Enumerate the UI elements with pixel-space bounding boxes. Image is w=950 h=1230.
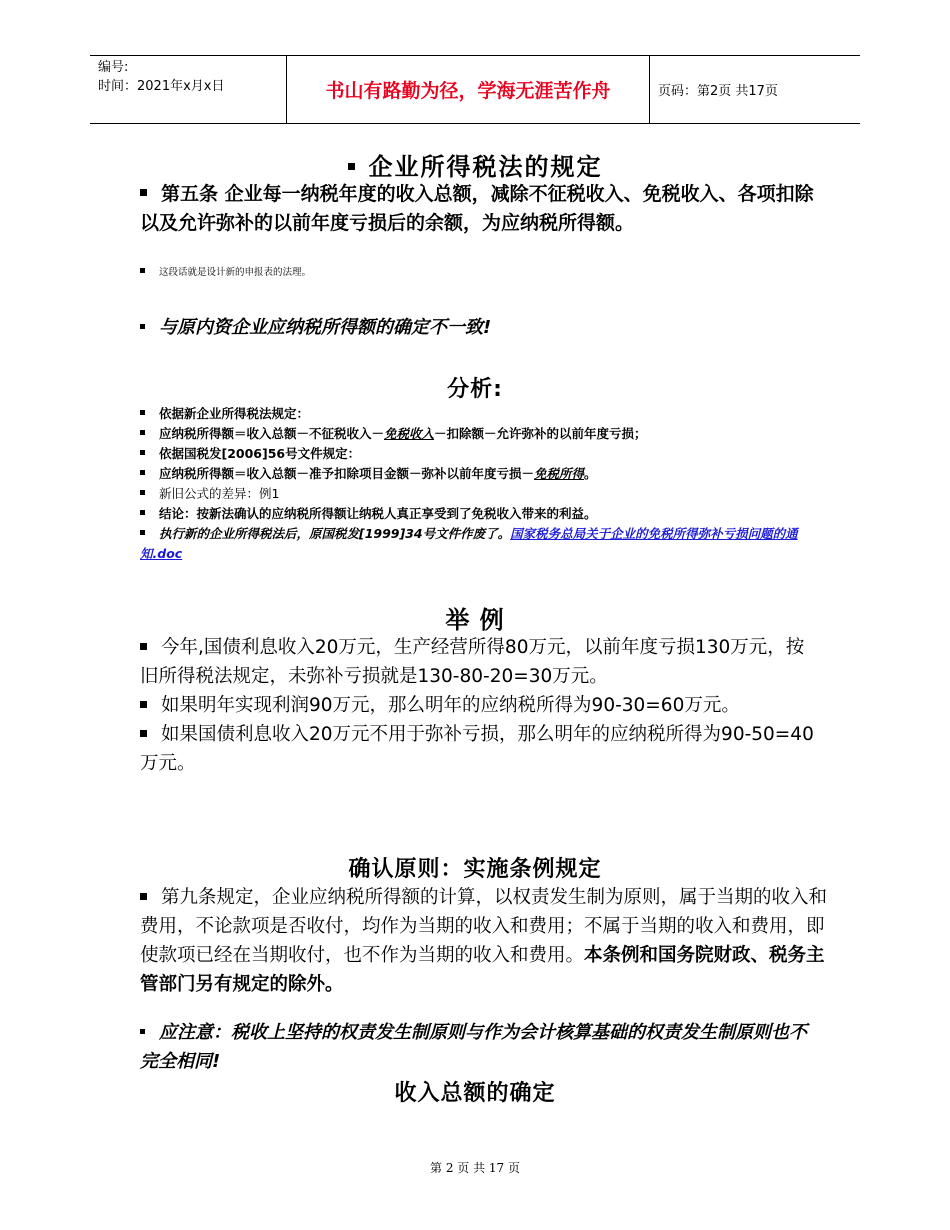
page-header xyxy=(90,55,860,124)
analysis-title: 分析: xyxy=(447,377,503,402)
list-item: 今年,国债利息收入20万元，生产经营所得80万元，以前年度亏损130万元，按旧所得税法规定，未弥补亏损就是130-80-20=30万元。 xyxy=(140,637,805,687)
header-motto: 书山有路勤为径，学海无涯苦作舟 xyxy=(286,56,650,123)
list-item: 执行新的企业所得税法后，原国税发[1999]34号文件作废了。国家税务总局关于企业的免税所得弥补亏损问题的通知.doc xyxy=(140,526,798,561)
list-item: 结论：按新法确认的应纳税所得额让纳税人真正享受到了免税收入带来的利益。 xyxy=(140,504,820,524)
list-item: 如果明年实现利润90万元，那么明年的应纳税所得为90-30=60万元。 xyxy=(140,691,820,720)
bullet-square-icon xyxy=(140,410,145,415)
section-title: 企业所得税法的规定 xyxy=(0,147,950,182)
example-title: 举 例 xyxy=(445,606,505,634)
page-footer: 第 2 页 共 17 页 xyxy=(430,1161,520,1175)
code-label: 编号: xyxy=(98,60,129,75)
bullet-square-icon xyxy=(140,643,147,650)
time-label: 时间：2021年x月x日 xyxy=(98,79,225,94)
list-item: 如果国债利息收入20万元不用于弥补亏损，那么明年的应纳税所得为90-50=40万元。 xyxy=(140,724,814,774)
bullet-square-icon xyxy=(140,893,147,900)
analysis-list xyxy=(140,404,820,564)
bullet-square-icon xyxy=(140,470,145,475)
bullet-square-icon xyxy=(140,268,145,273)
list-item: 依据国税发[2006]56号文件规定： xyxy=(140,444,820,464)
bullet-square-icon xyxy=(140,701,147,708)
principle-note: 应注意：税收上坚持的权责发生制原则与作为会计核算基础的权责发生制原则也不完全相同! xyxy=(140,1022,807,1072)
principle-title: 确认原则：实施条例规定 xyxy=(348,857,602,882)
header-meta xyxy=(98,58,224,96)
principle-paragraph: 第九条规定，企业应纳税所得额的计算，以权责发生制为原则，属于当期的收入和费用，不论款项是否收付，均作为当期的收入和费用；不属于当期的收入和费用，即使款项已经在当期收付，也不作为当期的收入和费用。本条例和国务院财政、税务主管部门另有规定的除外。 xyxy=(140,887,828,995)
bullet-square-icon xyxy=(140,530,145,535)
bullet-square-icon xyxy=(140,430,145,435)
bullet-square-icon xyxy=(140,730,147,737)
article-paragraph: 第五条 企业每一纳税年度的收入总额，减除不征税收入、免税收入、各项扣除以及允许弥补的以前年度亏损后的余额，为应纳税所得额。 xyxy=(140,183,814,234)
section-title: 收入总额的确定 xyxy=(394,1081,556,1106)
list-item: 新旧公式的差异：例1 xyxy=(140,484,820,504)
highlight-line: 与原内资企业应纳税所得额的确定不一致! xyxy=(140,313,820,339)
bullet-square-icon xyxy=(140,189,147,196)
list-item: 依据新企业所得税法规定： xyxy=(140,404,820,424)
note-line: 这段话就是设计新的申报表的法理。 xyxy=(140,266,820,280)
notice-doc-link[interactable]: 国家税务总局关于企业的免税所得弥补亏损问题的通知.doc xyxy=(140,526,798,561)
bullet-square-icon xyxy=(140,510,145,515)
list-item: 应纳税所得额＝收入总额－准予扣除项目金额－弥补以前年度亏损－免税所得。 xyxy=(140,464,820,484)
example-list xyxy=(140,633,820,778)
list-item: 应纳税所得额＝收入总额－不征税收入－免税收入－扣除额－允许弥补的以前年度亏损； xyxy=(140,424,820,444)
bullet-square-icon xyxy=(140,1029,145,1034)
bullet-square-icon xyxy=(140,324,145,329)
header-page-label: 页码：第2页 共17页 xyxy=(658,84,778,99)
bullet-square-icon xyxy=(140,490,145,495)
bullet-square-icon xyxy=(140,450,145,455)
bullet-square-icon xyxy=(348,163,355,170)
